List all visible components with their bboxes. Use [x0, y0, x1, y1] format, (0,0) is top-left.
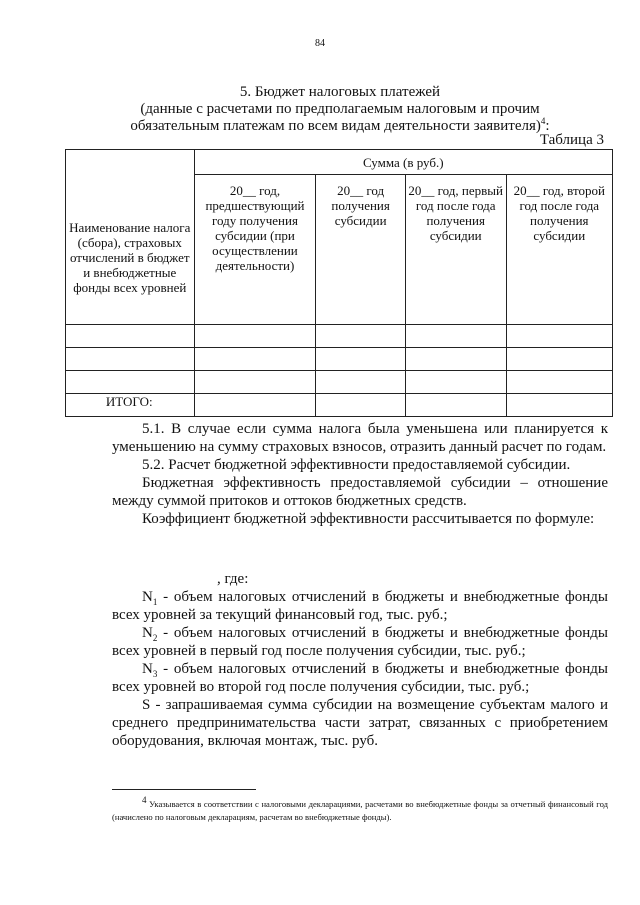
table-cell — [405, 371, 506, 394]
tax-payments-table — [65, 149, 613, 417]
column-header-tax-name: Наименование налога (сбора), страховых отчислений в бюджет и внебюджетные фонды всех уровней — [66, 150, 195, 325]
section-subtitle-line1: (данные с расчетами по предполагаемым налоговым и прочим — [140, 101, 540, 117]
table-cell — [506, 325, 612, 348]
definition-s: S - запрашиваемая сумма субсидии на возмещение субъектам малого и среднего предпринимательства части затрат, связанных с приобретением оборудования, включая монтаж, тыс. руб. — [112, 697, 608, 749]
table-cell — [194, 348, 316, 371]
table-row — [66, 348, 613, 371]
column-header-year-before: 20__ год, предшествующий году получения субсидии (при осуществлении деятельности) — [194, 175, 316, 325]
table-cell — [316, 325, 405, 348]
table-cell — [506, 371, 612, 394]
section-heading — [80, 84, 600, 135]
definition-n3: $N_3$ - объем налоговых отчислений в бюджеты и внебюджетные фонды всех уровней во второй год после получения субсидии, тыс. руб.; — [112, 661, 608, 695]
table-cell — [66, 371, 195, 394]
table-total-row — [66, 394, 613, 417]
table-cell — [316, 348, 405, 371]
paragraph-5-2: 5.2. Расчет бюджетной эффективности предоставляемой субсидии. — [142, 457, 571, 473]
table-cell — [405, 394, 506, 417]
footnote-reference: 4 — [540, 116, 546, 126]
table-cell — [405, 325, 506, 348]
table-cell — [66, 348, 195, 371]
table-cell — [316, 394, 405, 417]
column-header-year-first-after: 20__ год, первый год после года получения субсидии — [405, 175, 506, 325]
formula-area — [112, 528, 608, 570]
column-header-year-second-after: 20__ год, второй год после года получения субсидии — [506, 175, 612, 325]
where-label: , где: — [217, 571, 249, 587]
paragraph-formula-intro: Коэффициент бюджетной эффективности рассчитывается по формуле: — [142, 511, 595, 527]
body-text — [112, 420, 608, 750]
table-cell — [506, 348, 612, 371]
column-header-year-subsidy: 20__ год получения субсидии — [316, 175, 405, 325]
table-row — [66, 325, 613, 348]
footnote-divider — [112, 789, 256, 790]
table-cell — [194, 325, 316, 348]
table-cell — [316, 371, 405, 394]
page-number: 84 — [315, 38, 325, 49]
footnote-mark: 4 — [142, 795, 147, 806]
paragraph-5-1: 5.1. В случае если сумма налога была уменьшена или планируется к уменьшению на сумму страховых взносов, отразить данный расчет по годам. — [112, 421, 608, 455]
table-cell — [194, 371, 316, 394]
footnote-text: Указывается в соответствии с налоговыми декларациями, расчетами во внебюджетные фонды за отчетный финансовый год (начислено по налоговым декларациям, расчетам во внебюджетные фонды). — [112, 799, 608, 822]
definition-n2: $N_2$ - объем налоговых отчислений в бюджеты и внебюджетные фонды всех уровней в первый год после получения субсидии, тыс. руб.; — [112, 625, 608, 659]
table-cell — [506, 394, 612, 417]
table-cell — [66, 325, 195, 348]
total-label: ИТОГО: — [66, 394, 195, 417]
column-header-sum: Сумма (в руб.) — [194, 150, 612, 175]
footnote — [112, 795, 608, 824]
section-title: 5. Бюджет налоговых платежей — [239, 84, 441, 100]
table-row — [66, 371, 613, 394]
table-label: Таблица 3 — [539, 132, 604, 148]
table-cell — [194, 394, 316, 417]
definition-n1: $N_1$ - объем налоговых отчислений в бюджеты и внебюджетные фонды всех уровней за текущий финансовый год, тыс. руб.; — [112, 589, 608, 623]
section-subtitle-line2: обязательным платежам по всем видам деятельности заявителя)$^4$: — [130, 116, 550, 134]
table-cell — [405, 348, 506, 371]
paragraph-efficiency-definition: Бюджетная эффективность предоставляемой субсидии – отношение между суммой притоков и оттоков бюджетных средств. — [112, 475, 608, 509]
